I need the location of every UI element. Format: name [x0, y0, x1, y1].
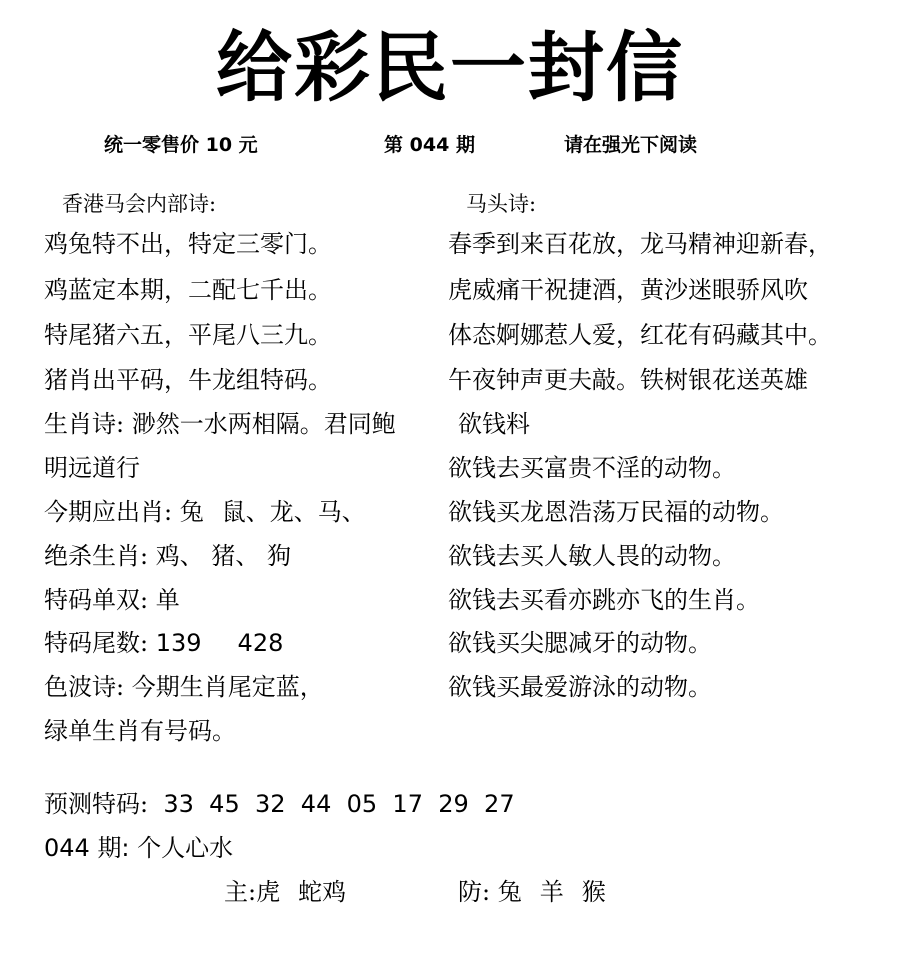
guard-pick: 防: 兔 羊 猴 — [458, 878, 606, 906]
left-heading: 香港马会内部诗: — [62, 192, 217, 216]
reading-notice: 请在强光下阅读 — [564, 134, 698, 156]
right-poem-line: 虎威痛干祝捷酒，黄沙迷眼骄风吹 — [448, 276, 808, 304]
want-item: 欲钱去买富贵不淫的动物。 — [448, 454, 736, 482]
color-poem: 色波诗: 今期生肖尾定蓝， — [44, 673, 324, 701]
left-poem-line: 鸡兔特不出，特定三零门。 — [44, 230, 332, 258]
want-item: 欲钱买尖腮减牙的动物。 — [448, 629, 712, 657]
want-item: 欲钱买最爱游泳的动物。 — [448, 673, 712, 701]
right-poem-line: 体态婀娜惹人爱，红花有码藏其中。 — [448, 321, 832, 349]
want-item: 欲钱去买看亦跳亦飞的生肖。 — [448, 586, 760, 614]
page-title: 给彩民一封信 — [216, 23, 684, 112]
kill-zodiac: 绝杀生肖: 鸡、 猪、 狗 — [44, 542, 292, 570]
odd-even: 特码单双: 单 — [44, 586, 180, 614]
right-poem-line: 午夜钟声更夫敲。铁树银花送英雄 — [448, 366, 808, 394]
zodiac-poem: 生肖诗: 渺然一水两相隔。君同鲍 — [44, 410, 396, 438]
color-poem-continued: 绿单生肖有号码。 — [44, 717, 236, 745]
left-poem-line: 特尾猪六五，平尾八三九。 — [44, 321, 332, 349]
left-poem-line: 猪肖出平码，牛龙组特码。 — [44, 366, 332, 394]
zodiac-poem-continued: 明远道行 — [44, 454, 140, 482]
main-pick: 主:虎 蛇鸡 — [224, 878, 347, 906]
predict-numbers: 预测特码: 33 45 32 44 05 17 29 27 — [44, 790, 515, 818]
right-poem-line: 春季到来百花放，龙马精神迎新春， — [448, 230, 832, 258]
want-item: 欲钱去买人敏人畏的动物。 — [448, 542, 736, 570]
price-text: 统一零售价 10 元 — [104, 134, 258, 156]
current-zodiac: 今期应出肖: 兔 鼠、龙、马、 — [44, 498, 366, 526]
left-poem-line: 鸡蓝定本期，二配七千出。 — [44, 276, 332, 304]
want-item: 欲钱买龙恩浩荡万民福的动物。 — [448, 498, 784, 526]
right-heading: 马头诗: — [466, 192, 537, 216]
issue-tip: 044 期: 个人心水 — [44, 834, 234, 862]
tail-numbers: 特码尾数: 139 428 — [44, 629, 284, 657]
issue-number: 第 044 期 — [384, 134, 475, 156]
want-label: 欲钱料 — [458, 410, 530, 438]
